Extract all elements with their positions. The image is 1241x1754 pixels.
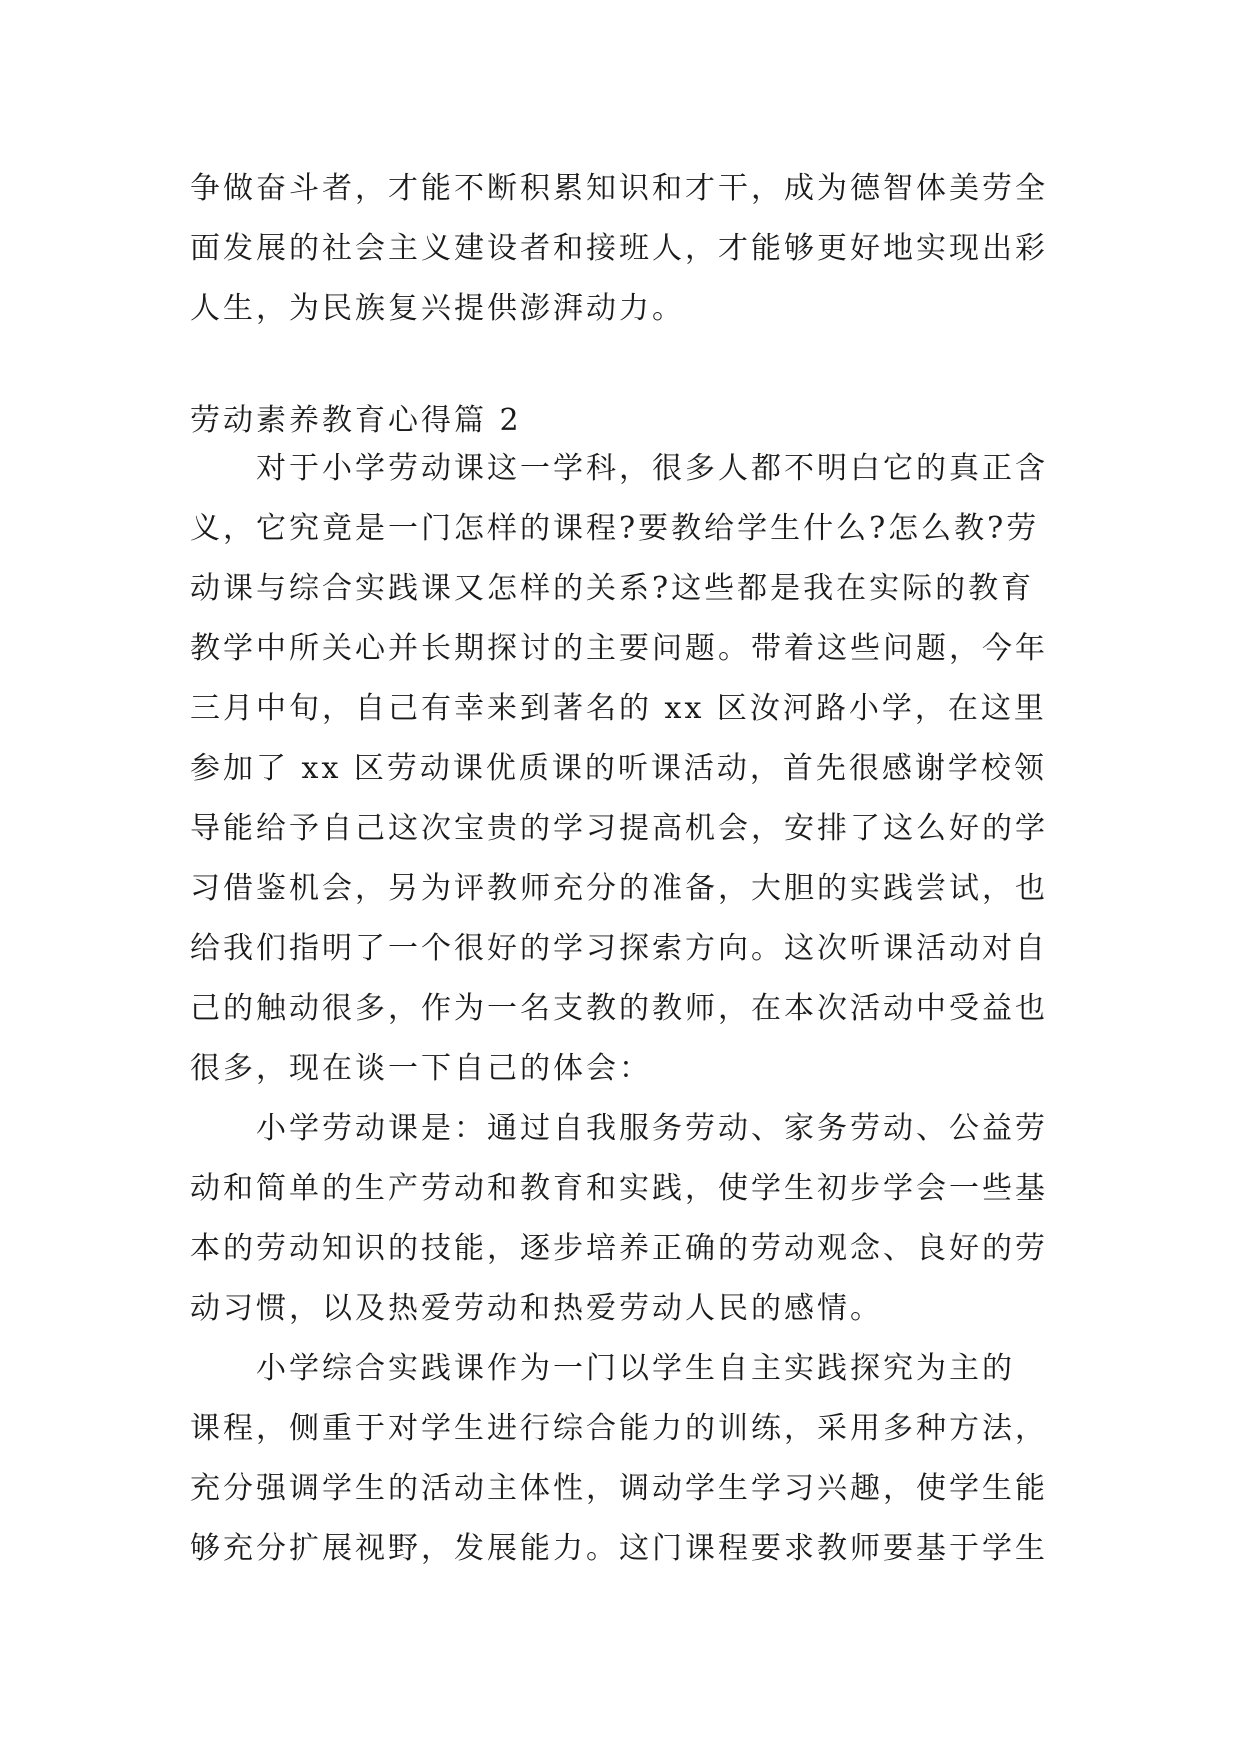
text-line: 对于小学劳动课这一学科，很多人都不明白它的真正含 xyxy=(256,451,1048,486)
text-line: 人生，为民族复兴提供澎湃动力。 xyxy=(190,291,685,326)
intro-paragraph xyxy=(190,159,1050,339)
heading-text: 劳动素养教育心得篇 2 xyxy=(190,403,522,438)
text-line: 习借鉴机会，另为评教师充分的准备，大胆的实践尝试，也 xyxy=(190,871,1048,906)
text-line: 义，它究竟是一门怎样的课程?要教给学生什么?怎么教?劳 xyxy=(190,511,1040,546)
text-line: 很多，现在谈一下自己的体会： xyxy=(190,1051,652,1086)
body-text xyxy=(190,439,1050,1579)
text-line: 动课与综合实践课又怎样的关系?这些都是我在实际的教育 xyxy=(190,571,1035,606)
text-line: 导能给予自己这次宝贵的学习提高机会，安排了这么好的学 xyxy=(190,811,1048,846)
paragraph-3 xyxy=(190,1339,1050,1579)
text-line: 小学劳动课是：通过自我服务劳动、家务劳动、公益劳 xyxy=(256,1111,1048,1146)
text-line: 动习惯，以及热爱劳动和热爱劳动人民的感情。 xyxy=(190,1291,883,1326)
paragraph-1 xyxy=(190,439,1050,1099)
text-line: 课程，侧重于对学生进行综合能力的训练，采用多种方法， xyxy=(190,1411,1048,1446)
text-line: 争做奋斗者，才能不断积累知识和才干，成为德智体美劳全 xyxy=(190,171,1048,206)
text-line: 三月中旬，自己有幸来到著名的 xx 区汝河路小学，在这里 xyxy=(190,691,1047,726)
text-line: 充分强调学生的活动主体性，调动学生学习兴趣，使学生能 xyxy=(190,1471,1048,1506)
text-line: 动和简单的生产劳动和教育和实践，使学生初步学会一些基 xyxy=(190,1171,1048,1206)
text-line: 给我们指明了一个很好的学习探索方向。这次听课活动对自 xyxy=(190,931,1048,966)
text-line: 小学综合实践课作为一门以学生自主实践探究为主的 xyxy=(256,1351,1015,1386)
text-line: 本的劳动知识的技能，逐步培养正确的劳动观念、良好的劳 xyxy=(190,1231,1048,1266)
text-line: 面发展的社会主义建设者和接班人，才能够更好地实现出彩 xyxy=(190,231,1048,266)
paragraph-2 xyxy=(190,1099,1050,1339)
text-line: 参加了 xx 区劳动课优质课的听课活动，首先很感谢学校领 xyxy=(190,751,1047,786)
text-line: 教学中所关心并长期探讨的主要问题。带着这些问题，今年 xyxy=(190,631,1048,666)
text-line: 己的触动很多，作为一名支教的教师，在本次活动中受益也 xyxy=(190,991,1048,1026)
text-line: 够充分扩展视野，发展能力。这门课程要求教师要基于学生 xyxy=(190,1531,1048,1566)
